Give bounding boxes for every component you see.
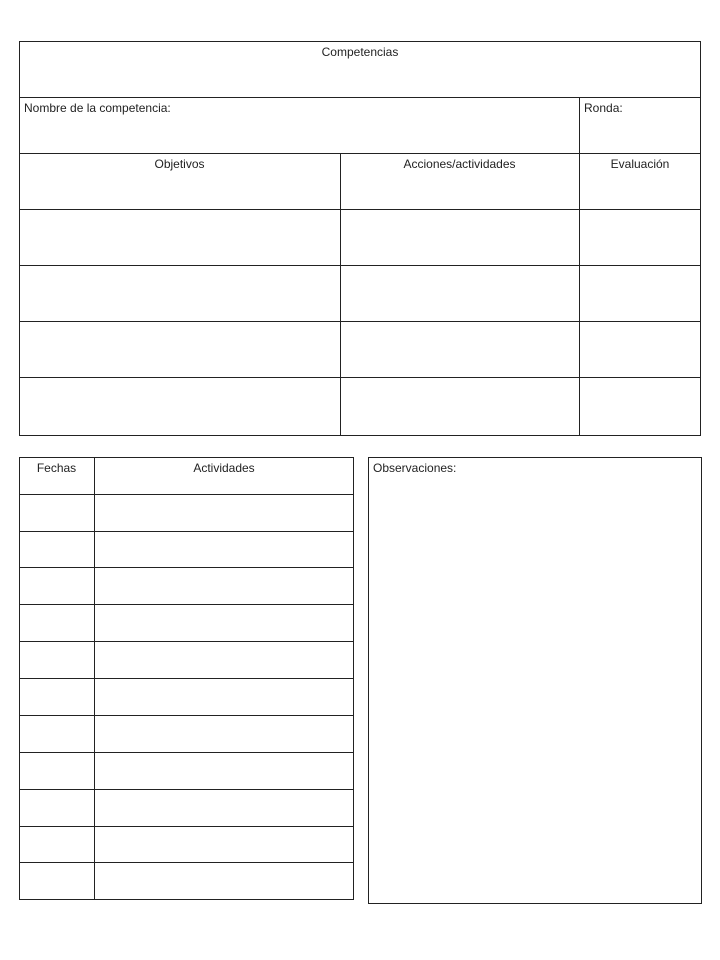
column-header-fechas: Fechas bbox=[36, 461, 77, 475]
fechas-row-divider bbox=[19, 641, 354, 642]
evaluacion-cell[interactable] bbox=[580, 266, 700, 321]
nombre-competencia-label: Nombre de la competencia: bbox=[24, 101, 171, 115]
evaluacion-cell[interactable] bbox=[580, 322, 700, 377]
objetivo-cell[interactable] bbox=[20, 322, 340, 377]
evaluacion-cell[interactable] bbox=[580, 378, 700, 435]
objetivo-cell[interactable] bbox=[20, 266, 340, 321]
fechas-row-divider bbox=[19, 567, 354, 568]
evaluacion-cell[interactable] bbox=[580, 210, 700, 265]
ronda-label: Ronda: bbox=[584, 101, 623, 115]
competencias-row-divider bbox=[19, 153, 701, 154]
competencias-title: Competencias bbox=[321, 45, 399, 59]
fechas-row-divider bbox=[19, 862, 354, 863]
fechas-row-divider bbox=[19, 715, 354, 716]
competencias-row-divider bbox=[19, 97, 701, 98]
fechas-row-divider bbox=[19, 531, 354, 532]
objetivo-cell[interactable] bbox=[20, 210, 340, 265]
accion-cell[interactable] bbox=[341, 266, 579, 321]
fechas-row-divider bbox=[19, 494, 354, 495]
observaciones-box[interactable] bbox=[368, 457, 702, 904]
fechas-row-divider bbox=[19, 826, 354, 827]
fechas-row-divider bbox=[19, 604, 354, 605]
column-header-acciones: Acciones/actividades bbox=[403, 157, 516, 171]
column-header-evaluacion: Evaluación bbox=[610, 157, 670, 171]
column-header-actividades: Actividades bbox=[193, 461, 255, 475]
column-header-objetivos: Objetivos bbox=[154, 157, 205, 171]
fechas-row-divider bbox=[19, 678, 354, 679]
fechas-row-divider bbox=[19, 752, 354, 753]
objetivo-cell[interactable] bbox=[20, 378, 340, 435]
accion-cell[interactable] bbox=[341, 378, 579, 435]
fechas-row-divider bbox=[19, 789, 354, 790]
accion-cell[interactable] bbox=[341, 210, 579, 265]
observaciones-label: Observaciones: bbox=[373, 461, 457, 475]
accion-cell[interactable] bbox=[341, 322, 579, 377]
